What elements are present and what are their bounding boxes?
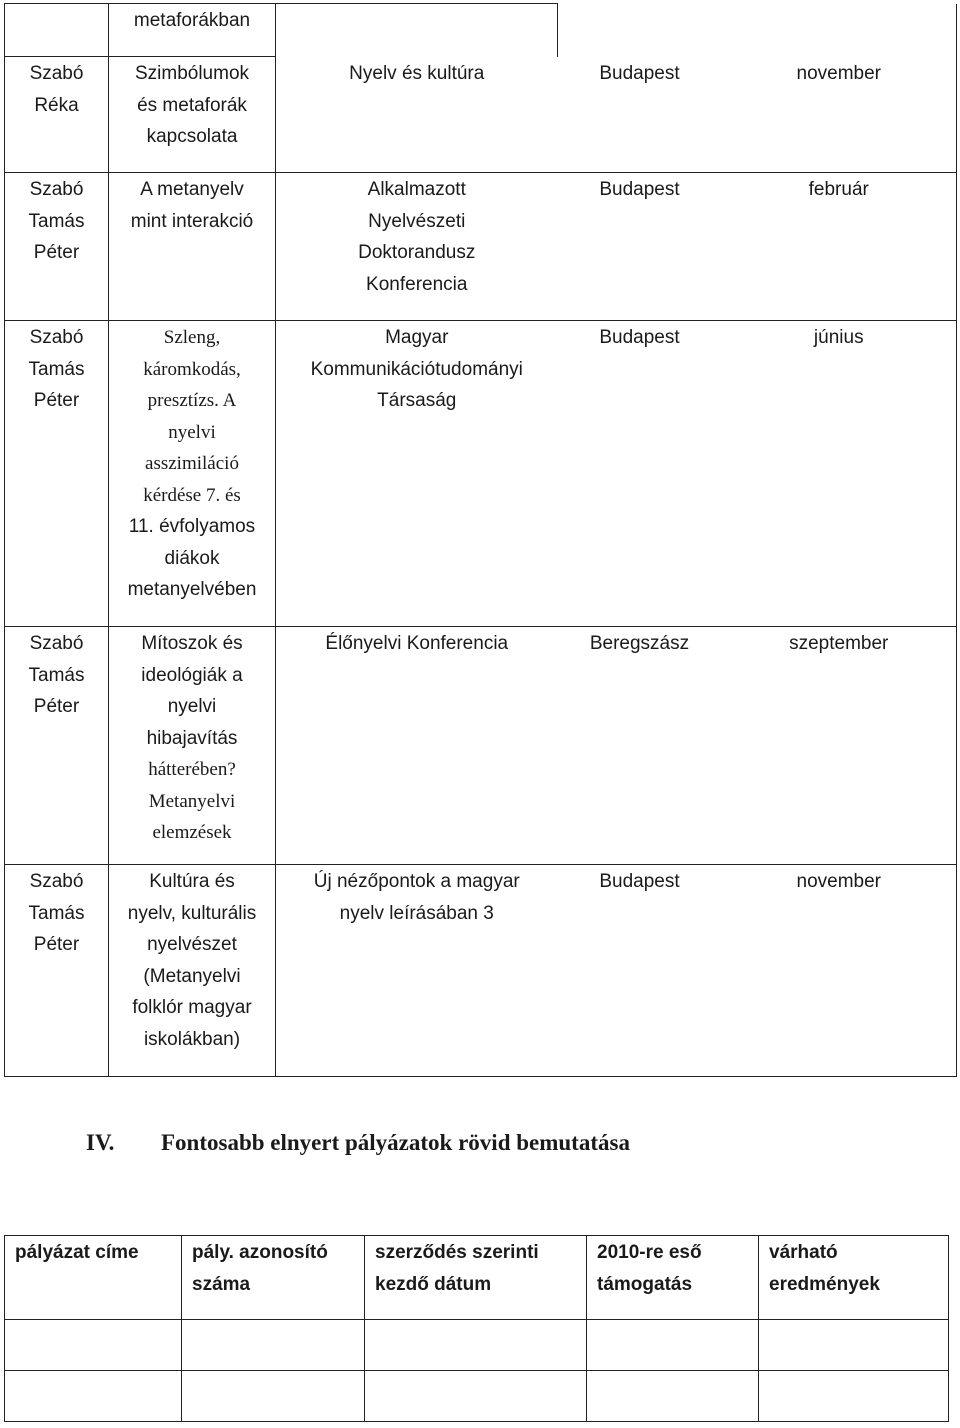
title-line: Metanyelvi — [148, 790, 236, 812]
title-line: nyelvi — [167, 696, 217, 717]
header-lines — [597, 1236, 748, 1300]
header-line: pályázat címe — [15, 1242, 139, 1263]
month-text — [722, 4, 957, 5]
conference-table-body — [5, 4, 957, 1077]
empty-cell — [759, 1320, 949, 1371]
title-lines — [109, 57, 275, 153]
title-line: és metaforák — [137, 94, 247, 116]
location-text: Beregszász — [589, 633, 690, 654]
empty-cell — [587, 1320, 759, 1371]
title-line: nyelvészet — [147, 934, 237, 955]
month-cell — [722, 4, 957, 57]
presenter-line: Tamás — [28, 210, 85, 232]
venue-cell — [276, 4, 558, 57]
location-cell — [558, 627, 722, 865]
grants-empty-row — [5, 1320, 949, 1371]
title-lines — [109, 865, 275, 1055]
month-text: november — [796, 62, 881, 84]
location-text: Budapest — [599, 327, 680, 348]
venue-line: nyelv leírásában 3 — [339, 902, 494, 924]
venue-line: Új nézőpontok a magyar — [313, 871, 520, 892]
month-cell — [722, 865, 957, 1077]
header-lines — [15, 1236, 171, 1269]
empty-cell — [365, 1371, 587, 1422]
location-text — [558, 4, 722, 5]
title-line: nyelvi — [168, 421, 216, 443]
location-cell — [558, 321, 722, 627]
venue-line: Magyar — [385, 327, 449, 348]
venue-lines — [276, 865, 558, 929]
presenter-lines — [5, 173, 108, 269]
section-number: IV. — [86, 1130, 115, 1155]
empty-cell — [5, 1320, 182, 1371]
month-text: november — [796, 871, 881, 892]
section-heading — [86, 1127, 630, 1159]
presenter-line: Tamás — [28, 902, 85, 924]
title-cell — [109, 865, 276, 1077]
presenter-line: Szabó — [29, 633, 84, 654]
presenter-line: Réka — [34, 94, 79, 116]
section-title: Fontosabb elnyert pályázatok rövid bemutatása — [161, 1130, 630, 1155]
title-line: mint interakció — [130, 210, 254, 232]
location-cell — [558, 173, 722, 321]
presenter-line: Szabó — [29, 63, 84, 84]
presenter-lines — [5, 57, 108, 121]
header-line: 2010-re eső — [597, 1242, 702, 1263]
grants-table — [4, 1235, 949, 1422]
title-lines — [109, 173, 275, 237]
title-line: iskolákban) — [143, 1028, 241, 1050]
month-text: június — [813, 327, 864, 348]
empty-cell — [182, 1320, 365, 1371]
venue-line: Doktorandusz — [358, 242, 476, 263]
presenter-cell — [5, 57, 109, 173]
location-text: Budapest — [599, 62, 680, 84]
location-cell — [558, 865, 722, 1077]
empty-cell — [182, 1371, 365, 1422]
header-lines — [375, 1236, 576, 1300]
presenter-lines — [5, 4, 108, 5]
title-lines — [109, 4, 275, 37]
empty-cell — [365, 1320, 587, 1371]
presenter-lines — [5, 865, 108, 961]
venue-line: Élőnyelvi Konferencia — [325, 633, 509, 654]
header-line: szerződés szerinti — [375, 1242, 539, 1263]
conference-table — [4, 3, 957, 1077]
location-cell — [558, 57, 722, 173]
presenter-cell — [5, 865, 109, 1077]
title-line: Mítoszok és — [141, 633, 243, 654]
table-row — [5, 57, 957, 173]
presenter-line: Tamás — [28, 358, 85, 380]
empty-cell — [587, 1371, 759, 1422]
header-line: eredmények — [769, 1273, 880, 1295]
title-line: Szleng, — [163, 327, 221, 348]
presenter-cell — [5, 321, 109, 627]
table-row — [5, 4, 957, 57]
title-line: Kultúra és — [149, 871, 235, 892]
presenter-lines — [5, 321, 108, 417]
header-cell-start-date — [365, 1236, 587, 1320]
venue-lines — [276, 173, 558, 300]
header-line: támogatás — [597, 1273, 693, 1295]
month-cell — [722, 627, 957, 865]
title-lines — [109, 627, 275, 849]
month-cell — [722, 321, 957, 627]
title-line: 11. évfolyamos — [128, 516, 256, 537]
venue-cell — [276, 865, 558, 1077]
month-text: szeptember — [789, 633, 889, 654]
table-row — [5, 865, 957, 1077]
table-row — [5, 627, 957, 865]
venue-cell — [276, 627, 558, 865]
title-cell — [109, 4, 276, 57]
title-line: kérdése 7. és — [143, 484, 241, 506]
header-line: kezdő dátum — [375, 1273, 492, 1295]
title-line: folklór magyar — [132, 997, 252, 1018]
title-line: hátterében? — [148, 759, 236, 780]
presenter-line: Szabó — [29, 871, 84, 892]
title-cell — [109, 173, 276, 321]
header-lines — [192, 1236, 354, 1300]
table-row — [5, 173, 957, 321]
grants-empty-row — [5, 1371, 949, 1422]
title-line: ideológiák a — [141, 664, 243, 686]
presenter-line: Péter — [33, 390, 80, 411]
venue-lines — [276, 321, 558, 417]
month-cell — [722, 173, 957, 321]
venue-lines — [276, 627, 558, 660]
title-line: (Metanyelvi — [143, 965, 241, 987]
presenter-line: Péter — [33, 934, 80, 955]
header-cell-id — [182, 1236, 365, 1320]
presenter-lines — [5, 627, 108, 723]
title-line: diákok — [164, 547, 220, 569]
title-line: A metanyelv — [140, 179, 244, 200]
presenter-cell — [5, 627, 109, 865]
title-line: kapcsolata — [146, 126, 238, 147]
location-text: Budapest — [599, 179, 680, 200]
presenter-line: Tamás — [28, 664, 85, 686]
header-cell-results — [759, 1236, 949, 1320]
header-line: pály. azonosító — [192, 1242, 328, 1263]
presenter-line: Péter — [33, 242, 80, 263]
header-line: várható — [769, 1242, 838, 1263]
presenter-cell — [5, 173, 109, 321]
venue-line: Nyelv és kultúra — [349, 62, 485, 84]
title-line: metanyelvében — [127, 579, 257, 600]
table-row — [5, 321, 957, 627]
venue-line: Konferencia — [366, 273, 468, 295]
venue-lines — [276, 4, 557, 5]
header-cell-funding — [587, 1236, 759, 1320]
header-lines — [769, 1236, 938, 1300]
title-line: presztízs. A — [147, 390, 237, 411]
title-line: Szimbólumok — [134, 63, 250, 84]
title-lines — [109, 321, 275, 606]
title-line: asszimiláció — [145, 453, 239, 474]
venue-line: Alkalmazott — [367, 179, 466, 200]
venue-lines — [276, 57, 558, 90]
title-line: elemzések — [152, 822, 232, 843]
venue-cell — [276, 57, 558, 173]
venue-cell — [276, 173, 558, 321]
title-line: metaforákban — [133, 10, 251, 31]
title-cell — [109, 57, 276, 173]
location-text: Budapest — [599, 871, 680, 892]
venue-line: Társaság — [377, 390, 457, 411]
grants-header-row — [5, 1236, 949, 1320]
presenter-line: Péter — [33, 696, 80, 717]
presenter-cell — [5, 4, 109, 57]
month-cell — [722, 57, 957, 173]
header-cell-title — [5, 1236, 182, 1320]
empty-cell — [5, 1371, 182, 1422]
title-line: káromkodás, — [143, 358, 241, 380]
presenter-line: Szabó — [29, 179, 84, 200]
venue-line: Nyelvészeti — [368, 210, 466, 232]
venue-cell — [276, 321, 558, 627]
venue-line: Kommunikációtudományi — [310, 358, 523, 380]
presenter-line: Szabó — [29, 327, 84, 348]
title-cell — [109, 321, 276, 627]
title-line: hibajavítás — [146, 727, 238, 749]
location-cell — [558, 4, 722, 57]
title-cell — [109, 627, 276, 865]
header-line: száma — [192, 1273, 251, 1295]
empty-cell — [759, 1371, 949, 1422]
title-line: nyelv, kulturális — [127, 902, 257, 924]
month-text: február — [808, 179, 869, 200]
